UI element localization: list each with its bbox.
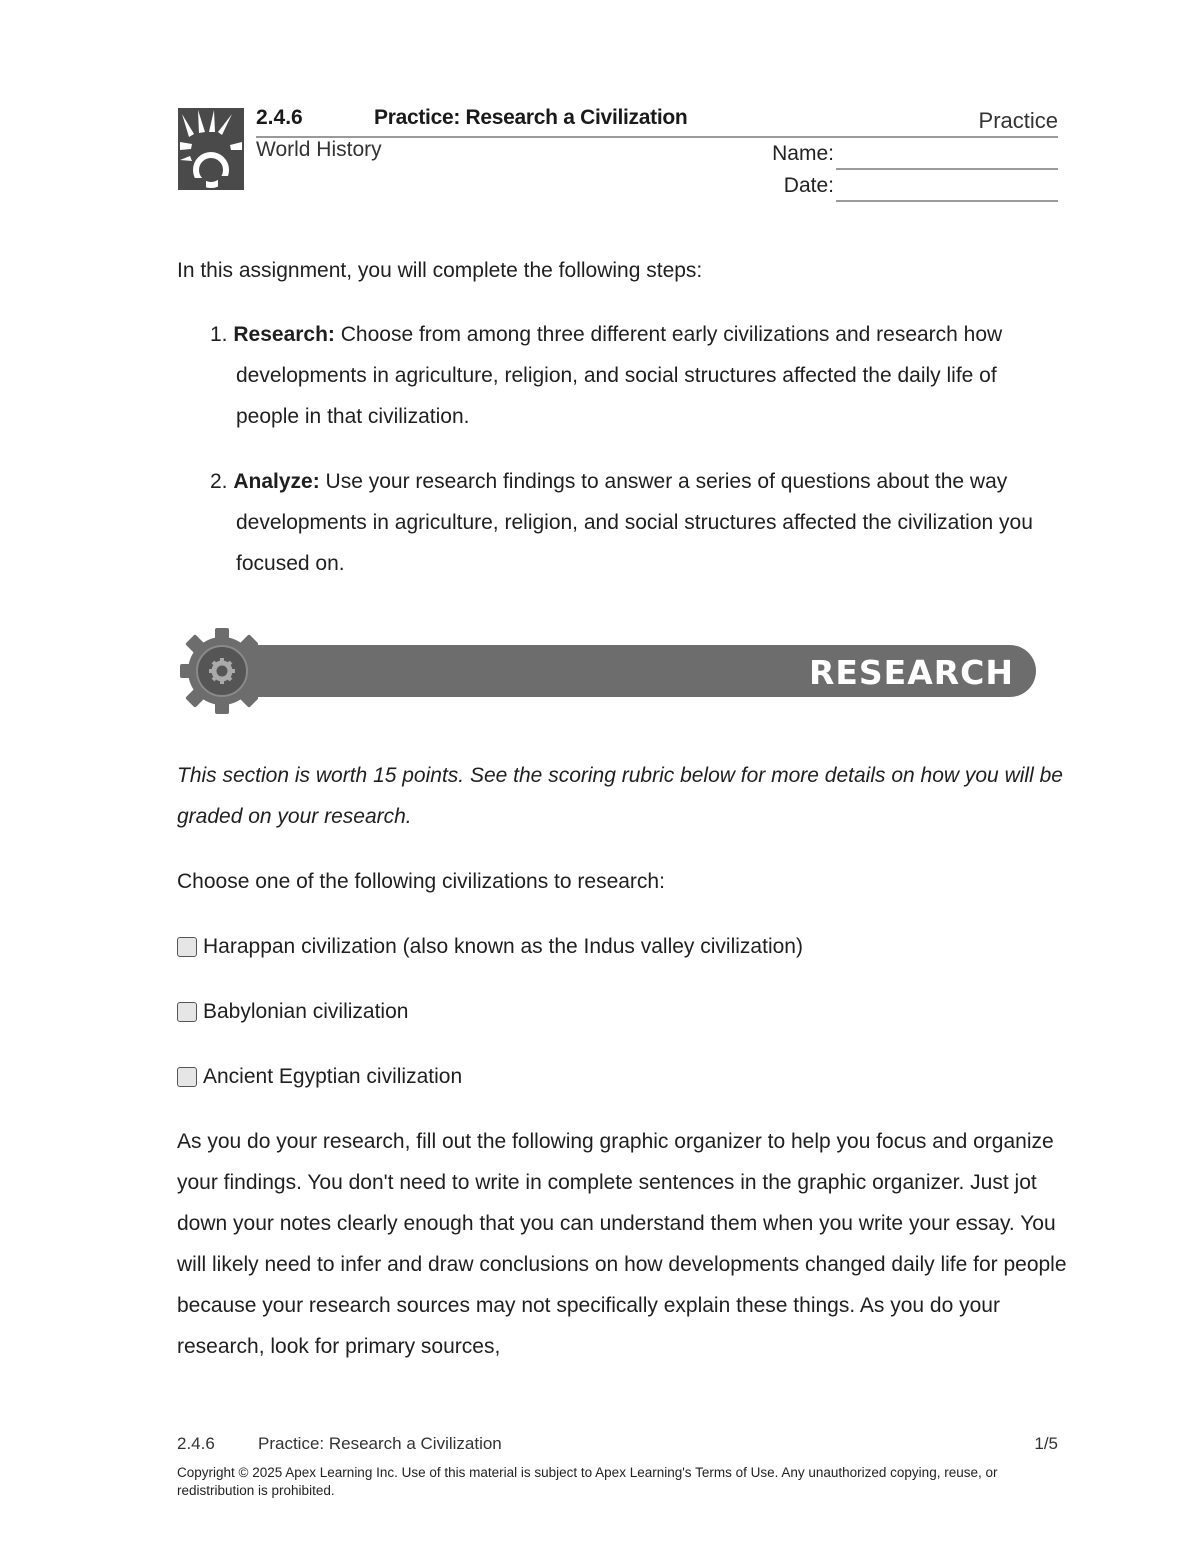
checkbox[interactable] [177,937,197,957]
instructions-paragraph: As you do your research, fill out the following graphic organizer to help you focus and organize your findings. You don't need to write in complete sentences in the graphic organizer. Just jot down your notes clearly enough that you can understand them when you write your essay. You will likely need to infer and draw conclusions on how developments changed daily life for people because your research sources may not specifically explain these things. As you do your research, look for primary sources, [177,1130,1067,1358]
step-number: 2. [210,470,228,493]
lesson-number: 2.4.6 [256,106,303,129]
page-number: 1/5 [1034,1434,1058,1453]
option-babylonian[interactable] [177,991,1061,1032]
footer-lesson-number: 2.4.6 [177,1434,215,1453]
step-text: Choose from among three different early civilizations and research how developments in agriculture, religion, and social structures affected the daily life of people in that civilization. [236,323,1003,428]
date-label: Date: [783,174,834,197]
step-number: 1. [210,323,228,346]
option-harappan[interactable] [177,926,1061,967]
option-label: Babylonian civilization [203,1000,409,1023]
step-analyze [210,461,1060,584]
document-type: Practice [978,108,1058,133]
banner-label: RESEARCH [808,653,1014,692]
name-field[interactable] [836,168,1058,170]
apex-logo [178,108,244,190]
research-banner [180,626,1056,718]
points-note: This section is worth 15 points. See the scoring rubric below for more details on how you will be graded on your research. [177,764,1063,828]
step-text: Use your research findings to answer a series of questions about the way developments in agriculture, religion, and social structures affected the civilization you focused on. [236,470,1033,575]
name-label: Name: [772,142,834,165]
gear-icon [180,628,264,714]
option-label: Ancient Egyptian civilization [203,1065,463,1088]
lesson-title: Practice: Research a Civilization [374,106,688,129]
checkbox[interactable] [177,1002,197,1022]
course-name: World History [256,138,382,161]
copyright-notice: Copyright © 2025 Apex Learning Inc. Use of this material is subject to Apex Learning's Terms of Use. Any unauthorized copying, reuse, or redistribution is prohibited. [177,1465,998,1498]
checkbox[interactable] [177,1067,197,1087]
step-research [210,314,1060,437]
choose-prompt: Choose one of the following civilizations to research: [177,870,665,893]
option-egyptian[interactable] [177,1056,1061,1097]
step-title: Research: [233,323,335,346]
intro-text: In this assignment, you will complete the following steps: [177,259,703,282]
step-title: Analyze: [233,470,320,493]
footer-lesson-title: Practice: Research a Civilization [258,1434,502,1453]
option-label: Harappan civilization (also known as the Indus valley civilization) [203,935,803,958]
date-field[interactable] [836,200,1058,202]
